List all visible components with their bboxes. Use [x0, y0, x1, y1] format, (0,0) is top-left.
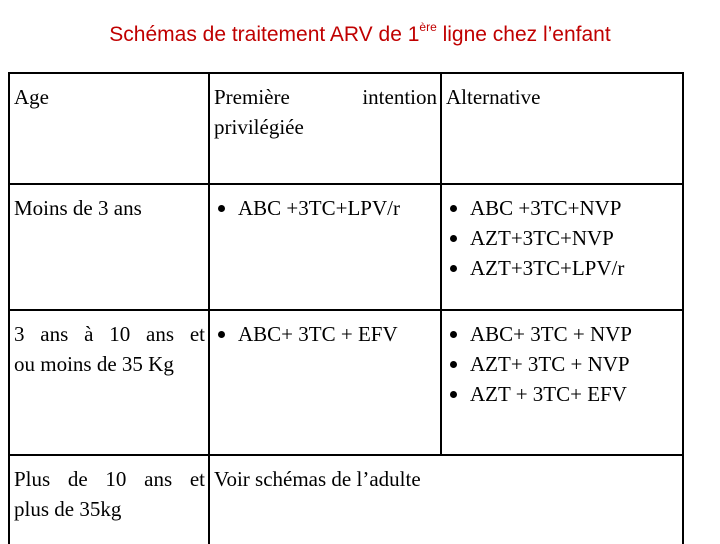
age-cell: [9, 455, 209, 544]
age-line2: ou moins de 35 Kg: [14, 352, 174, 376]
bullet-icon: [218, 331, 225, 338]
list-item: [214, 319, 437, 349]
regimen-text: AZT+3TC+NVP: [470, 226, 614, 250]
alternative-cell: [441, 310, 683, 455]
table-row: [9, 455, 683, 544]
list-item: [446, 379, 679, 409]
list-item: [446, 223, 679, 253]
header-first-line2: privilégiée: [214, 115, 304, 139]
bullet-icon: [450, 205, 457, 212]
table-header-row: [9, 73, 683, 184]
list-item: [446, 349, 679, 379]
age-line1: 3 ans à 10 ans et: [14, 322, 205, 346]
regimen-text: AZT+3TC+LPV/r: [470, 256, 625, 280]
header-first-intention: [209, 73, 441, 184]
list-item: [446, 193, 679, 223]
list-item: [214, 193, 437, 223]
header-alternative: [441, 73, 683, 184]
header-first-line1: Première intention: [214, 85, 437, 109]
bullet-icon: [450, 235, 457, 242]
bullet-icon: [218, 205, 225, 212]
header-alternative-label: Alternative: [446, 85, 541, 109]
list-item: [446, 319, 679, 349]
age-line2: plus de 35kg: [14, 497, 122, 521]
list-item: [446, 253, 679, 283]
table-row: [9, 184, 683, 310]
bullet-icon: [450, 361, 457, 368]
note-cell: [209, 455, 441, 544]
alternative-cell: [441, 184, 683, 310]
bullet-icon: [450, 331, 457, 338]
first-line-cell: [209, 310, 441, 455]
regimen-text: AZT+ 3TC + NVP: [470, 352, 630, 376]
age-line1: Moins de 3 ans: [14, 196, 142, 220]
age-line1: Plus de 10 ans et: [14, 467, 205, 491]
regimen-text: ABC+ 3TC + EFV: [238, 322, 398, 346]
regimen-text: ABC+ 3TC + NVP: [470, 322, 632, 346]
header-age-label: Age: [14, 85, 49, 109]
page-title: [0, 22, 720, 47]
title-prefix: Schémas de traitement ARV de 1: [109, 23, 420, 46]
header-age: [9, 73, 209, 184]
first-line-cell: [209, 184, 441, 310]
title-superscript: ère: [419, 20, 437, 34]
bullet-icon: [450, 265, 457, 272]
table-row: [9, 310, 683, 455]
arv-regimen-table: [8, 72, 684, 544]
regimen-text: ABC +3TC+NVP: [470, 196, 622, 220]
regimen-text: ABC +3TC+LPV/r: [238, 196, 400, 220]
age-cell: [9, 310, 209, 455]
title-suffix: ligne chez l’enfant: [436, 23, 611, 46]
adult-regimen-note: Voir schémas de l’adulte: [214, 467, 421, 491]
regimen-text: AZT + 3TC+ EFV: [470, 382, 627, 406]
age-cell: [9, 184, 209, 310]
empty-cell: [441, 455, 683, 544]
bullet-icon: [450, 391, 457, 398]
